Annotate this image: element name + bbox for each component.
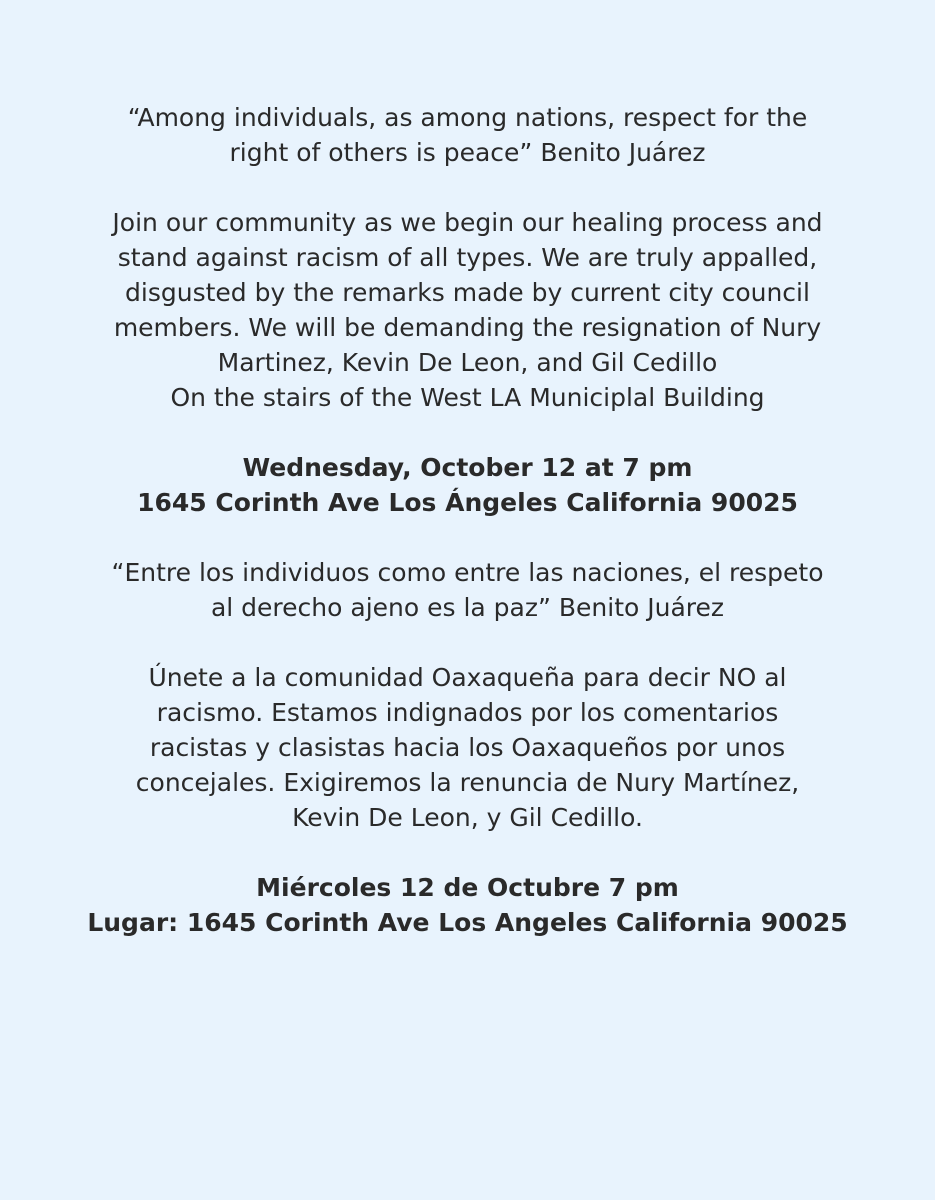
message-spanish bbox=[38, 660, 898, 835]
message-english-line: Martinez, Kevin De Leon, and Gil Cedillo bbox=[217, 348, 718, 377]
spacer bbox=[0, 170, 935, 205]
event-address-english: 1645 Corinth Ave Los Ángeles California 90025 bbox=[137, 488, 798, 517]
message-english-line: members. We will be demanding the resignation of Nury bbox=[113, 313, 822, 342]
message-spanish-line: Únete a la comunidad Oaxaqueña para decir NO al bbox=[148, 663, 787, 692]
quote-english-line: right of others is peace” Benito Juárez bbox=[229, 138, 706, 167]
spacer bbox=[0, 625, 935, 660]
event-date-time-english: Wednesday, October 12 at 7 pm bbox=[242, 453, 693, 482]
message-english bbox=[38, 205, 898, 415]
event-address-spanish: Lugar: 1645 Corinth Ave Los Angeles California 90025 bbox=[87, 908, 848, 937]
spacer bbox=[0, 835, 935, 870]
event-details-spanish bbox=[38, 870, 898, 940]
event-date-time-spanish: Miércoles 12 de Octubre 7 pm bbox=[256, 873, 679, 902]
message-spanish-line: Kevin De Leon, y Gil Cedillo. bbox=[292, 803, 643, 832]
message-spanish-line: racistas y clasistas hacia los Oaxaqueños por unos bbox=[149, 733, 786, 762]
spacer bbox=[0, 520, 935, 555]
quote-spanish-line: al derecho ajeno es la paz” Benito Juárez bbox=[210, 593, 725, 622]
quote-spanish bbox=[38, 555, 898, 625]
message-spanish-line: concejales. Exigiremos la renuncia de Nury Martínez, bbox=[135, 768, 800, 797]
message-english-line: stand against racism of all types. We are truly appalled, bbox=[117, 243, 818, 272]
quote-english bbox=[38, 100, 898, 170]
message-english-line: disgusted by the remarks made by current city council bbox=[125, 278, 810, 307]
event-details-english bbox=[38, 450, 898, 520]
spacer bbox=[0, 415, 935, 450]
message-english-line: Join our community as we begin our healing process and bbox=[112, 208, 823, 237]
quote-spanish-line: “Entre los individuos como entre las naciones, el respeto bbox=[111, 558, 824, 587]
quote-english-line: “Among individuals, as among nations, respect for the bbox=[127, 103, 808, 132]
message-english-line: On the stairs of the West LA Municiplal Building bbox=[170, 383, 765, 412]
message-spanish-line: racismo. Estamos indignados por los comentarios bbox=[156, 698, 779, 727]
